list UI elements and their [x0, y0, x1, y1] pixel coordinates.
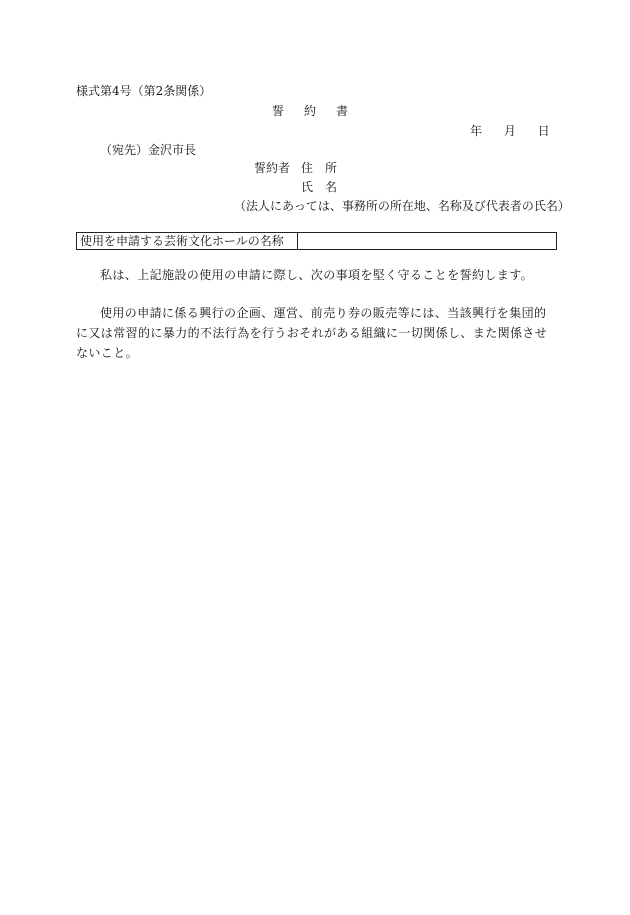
- facility-name-table: [76, 232, 557, 250]
- pledge-paragraph: 私は、上記施設の使用の申請に際し、次の事項を堅く守ることを誓約します。: [100, 268, 534, 282]
- corporation-note: （法人にあっては、事務所の所在地、名称及び代表者の氏名）: [234, 199, 570, 213]
- name-label: 氏 名: [301, 180, 338, 194]
- addressee: （宛先）金沢市長: [100, 143, 197, 157]
- address-label: 住 所: [301, 161, 338, 175]
- form-number: 様式第4号（第2条関係）: [76, 84, 212, 98]
- date-line: 年 月 日: [470, 124, 550, 138]
- document-title: 誓約書: [271, 104, 368, 118]
- pledger-label: 誓約者: [254, 161, 291, 175]
- pledge-item-paragraph: 使用の申請に係る興行の企画、運営、前売り券の販売等には、当該興行を集団的に又は常習的に暴力的不法行為を行うおそれがある組織に一切関係し、また関係させないこと。: [76, 306, 548, 360]
- facility-name-field[interactable]: [298, 233, 556, 249]
- facility-name-label: 使用を申請する芸術文化ホールの名称: [77, 233, 298, 249]
